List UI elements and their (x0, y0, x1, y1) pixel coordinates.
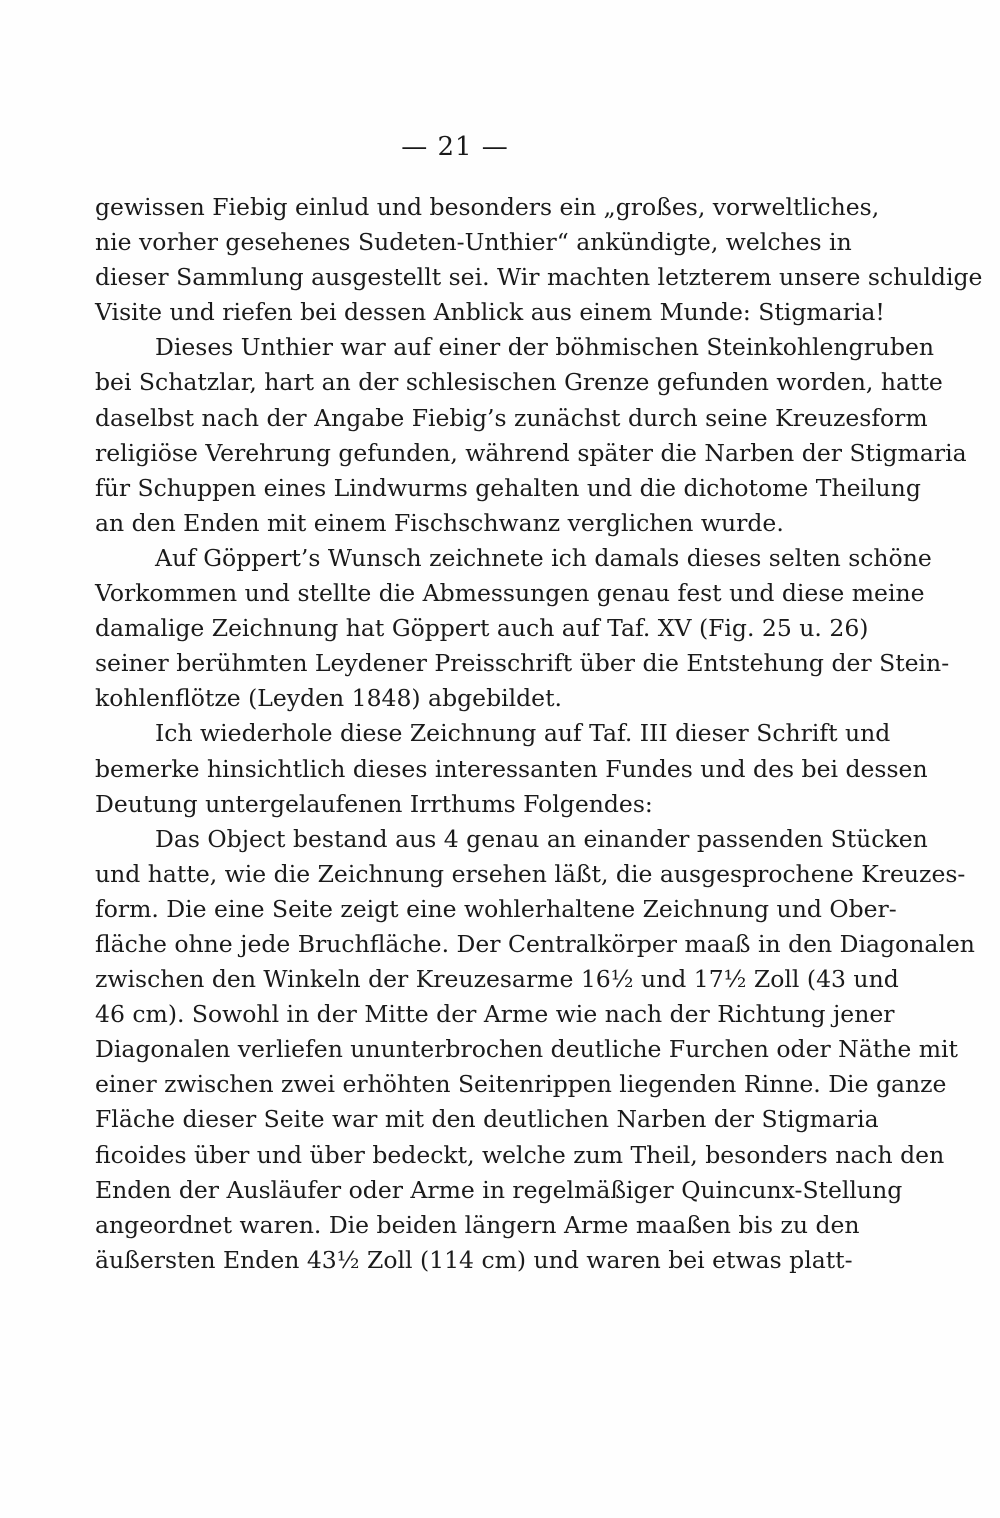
text-line: nie vorher gesehenes Sudeten-Unthier“ ankündigte, welches in (95, 228, 852, 257)
text-line: für Schuppen eines Lindwurms gehalten und die dichotome Theilung (95, 473, 921, 502)
text-line: Vorkommen und stellte die Abmessungen genau fest und diese meine (95, 579, 925, 608)
text-line: angeordnet waren. Die beiden längern Arme maaßen bis zu den (95, 1210, 860, 1239)
text-line: form. Die eine Seite zeigt eine wohlerhaltene Zeichnung und Ober- (95, 894, 897, 923)
text-line: Das Object bestand aus 4 genau an einander passenden Stücken (155, 824, 928, 853)
text-line: Ich wiederhole diese Zeichnung auf Taf. III dieser Schrift und (155, 719, 891, 748)
text-line: fläche ohne jede Bruchfläche. Der Centralkörper maaß in den Diagonalen (95, 929, 975, 958)
text-line: Visite und riefen bei dessen Anblick aus einem Munde: Stigmaria! (95, 298, 885, 327)
text-line: Deutung untergelaufenen Irrthums Folgendes: (95, 789, 653, 818)
text-line: einer zwischen zwei erhöhten Seitenrippen liegenden Rinne. Die ganze (95, 1070, 947, 1099)
text-line: bei Schatzlar, hart an der schlesischen Grenze gefunden worden, hatte (95, 368, 943, 397)
text-line: bemerke hinsichtlich dieses interessanten Fundes und des bei dessen (95, 754, 928, 783)
text-line: kohlenflötze (Leyden 1848) abgebildet. (95, 684, 563, 713)
text-line: religiöse Verehrung gefunden, während später die Narben der Stigmaria (95, 438, 967, 467)
text-line: gewissen Fiebig einlud und besonders ein „großes, vorweltliches, (95, 193, 880, 221)
text-line: Fläche dieser Seite war mit den deutlichen Narben der Stigmaria (95, 1105, 879, 1134)
page-number: — 21 — (401, 132, 509, 162)
text-line: Dieses Unthier war auf einer der böhmischen Steinkohlengruben (155, 333, 935, 362)
text-line: zwischen den Winkeln der Kreuzesarme 16½ und 17½ Zoll (43 und (95, 965, 899, 994)
text-line: Enden der Ausläufer oder Arme in regelmäßiger Quincunx-Stellung (95, 1175, 903, 1204)
text-line: an den Enden mit einem Fischschwanz verglichen wurde. (95, 508, 784, 537)
text-line: dieser Sammlung ausgestellt sei. Wir machten letzterem unsere schuldige (95, 263, 983, 292)
body-text (95, 190, 983, 1278)
text-line: und hatte, wie die Zeichnung ersehen läßt, die ausgesprochene Kreuzes- (95, 859, 966, 888)
text-line: Auf Göppert’s Wunsch zeichnete ich damals dieses selten schöne (155, 543, 932, 572)
text-line: Diagonalen verliefen ununterbrochen deutliche Furchen oder Näthe mit (95, 1035, 958, 1064)
text-line: 46 cm). Sowohl in der Mitte der Arme wie nach der Richtung jener (95, 1000, 895, 1029)
text-line: seiner berühmten Leydener Preisschrift über die Entstehung der Stein- (95, 649, 950, 678)
text-line: ficoides über und über bedeckt, welche zum Theil, besonders nach den (95, 1140, 945, 1169)
text-line: daselbst nach der Angabe Fiebig’s zunächst durch seine Kreuzesform (95, 403, 928, 432)
text-line: äußersten Enden 43½ Zoll (114 cm) und waren bei etwas platt- (95, 1245, 853, 1274)
text-line: damalige Zeichnung hat Göppert auch auf Taf. XV (Fig. 25 u. 26) (95, 614, 869, 643)
